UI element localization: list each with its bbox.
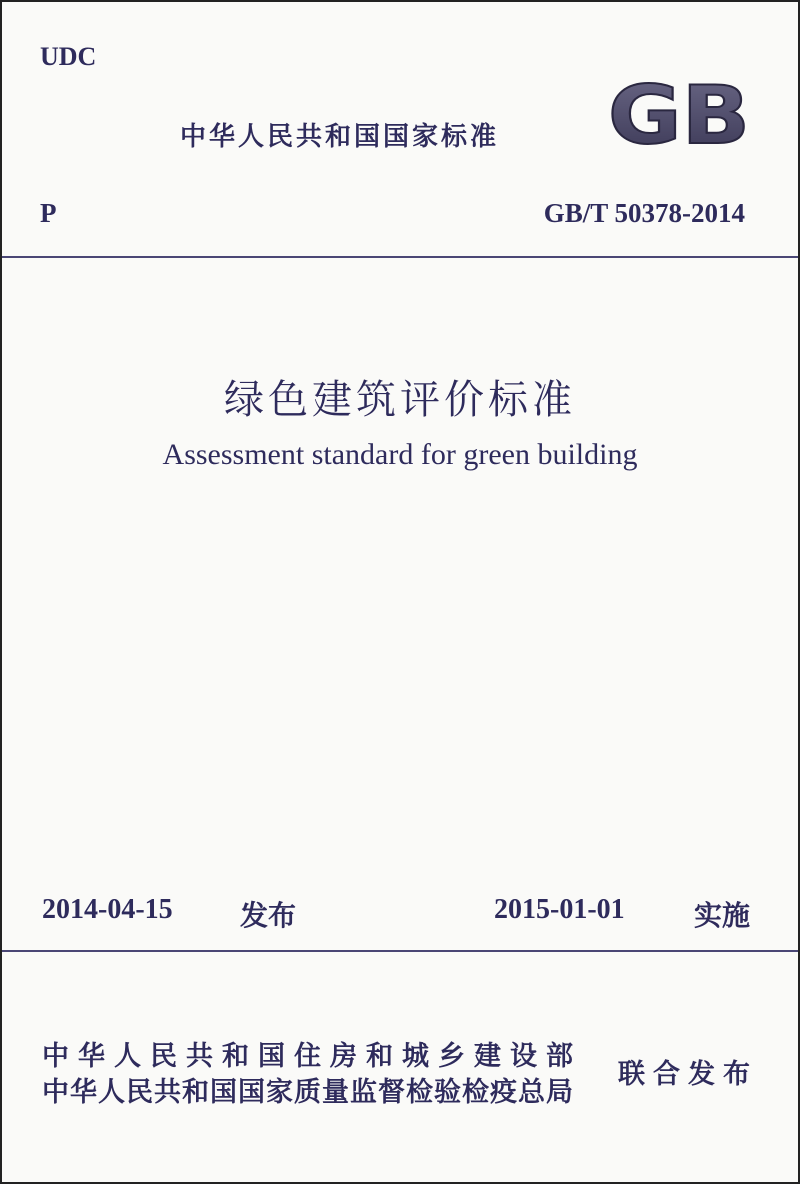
issue-label: 发布 <box>240 899 297 932</box>
gb-logo <box>606 76 752 152</box>
national-standard-title: 中华人民共和国国家标准 <box>180 122 500 152</box>
joint-issue-label: 联合发布 <box>618 1059 758 1090</box>
issuer-aqsiq: 中华人民共和国国家质量监督检验检疫总局 <box>42 1077 574 1108</box>
udc-label: UDC <box>40 42 97 71</box>
effective-date: 2015-01-01 <box>494 894 625 925</box>
divider-top <box>2 256 798 258</box>
effective-label: 实施 <box>694 899 751 932</box>
title-english: Assessment standard for green building <box>162 438 638 471</box>
issuer-ministry-housing: 中华人民共和国住房和城乡建设部 <box>42 1041 582 1072</box>
title-chinese: 绿色建筑评价标准 <box>224 377 576 422</box>
gb-logo-text: GB <box>608 76 750 152</box>
divider-bottom <box>2 950 798 952</box>
standard-number: GB/T 50378-2014 <box>543 198 745 228</box>
issue-date: 2014-04-15 <box>42 894 173 925</box>
category-code: P <box>40 198 57 228</box>
